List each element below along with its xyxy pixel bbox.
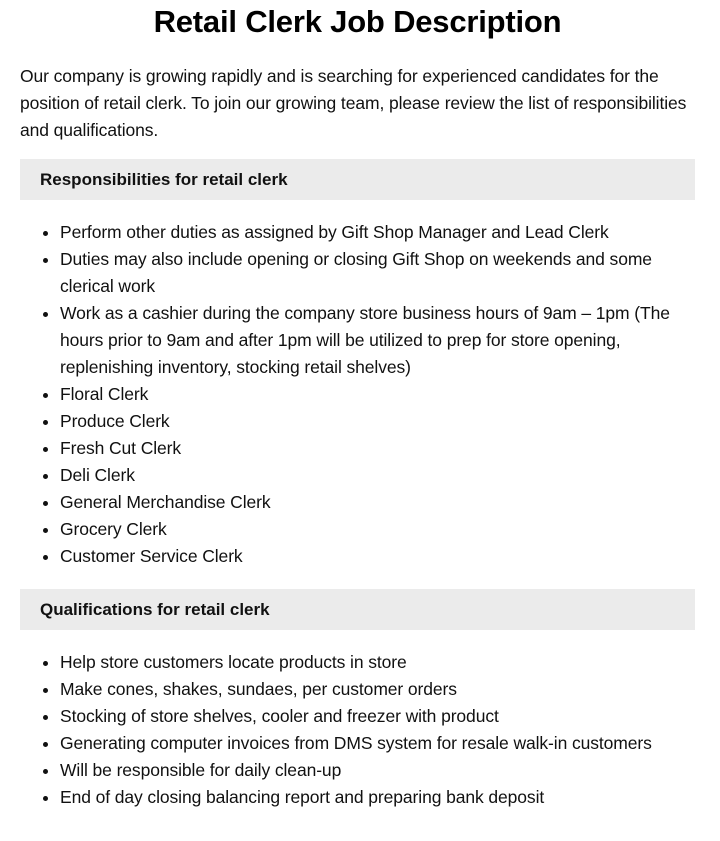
qualifications-heading-label: Qualifications for retail clerk [40,599,270,619]
job-description-page [20,0,695,811]
intro-paragraph: Our company is growing rapidly and is searching for experienced candidates for the position of retail clerk. To join our growing team, please review the list of responsibilities and qualifications. [20,66,687,140]
responsibilities-heading-label: Responsibilities for retail clerk [40,169,288,189]
list-item: Make cones, shakes, sundaes, per customer orders [60,676,695,703]
list-item: Deli Clerk [60,462,695,489]
list-item: General Merchandise Clerk [60,489,695,516]
list-item: Generating computer invoices from DMS system for resale walk-in customers [60,730,695,757]
responsibilities-list [20,219,695,570]
list-item: Fresh Cut Clerk [60,435,695,462]
qualifications-list [20,649,695,811]
list-item: Stocking of store shelves, cooler and freezer with product [60,703,695,730]
list-item: Work as a cashier during the company store business hours of 9am – 1pm (The hours prior to 9am and after 1pm will be utilized to prep for store opening, replenishing inventory, stocking retail shelves) [60,300,695,381]
list-item: Help store customers locate products in store [60,649,695,676]
list-item: Floral Clerk [60,381,695,408]
responsibilities-heading [20,159,695,200]
list-item: Duties may also include opening or closing Gift Shop on weekends and some clerical work [60,246,695,300]
list-item: Produce Clerk [60,408,695,435]
list-item: Grocery Clerk [60,516,695,543]
list-item: End of day closing balancing report and preparing bank deposit [60,784,695,811]
qualifications-heading [20,589,695,630]
page-title: Retail Clerk Job Description [153,4,562,39]
list-item: Perform other duties as assigned by Gift Shop Manager and Lead Clerk [60,219,695,246]
list-item: Customer Service Clerk [60,543,695,570]
list-item: Will be responsible for daily clean-up [60,757,695,784]
